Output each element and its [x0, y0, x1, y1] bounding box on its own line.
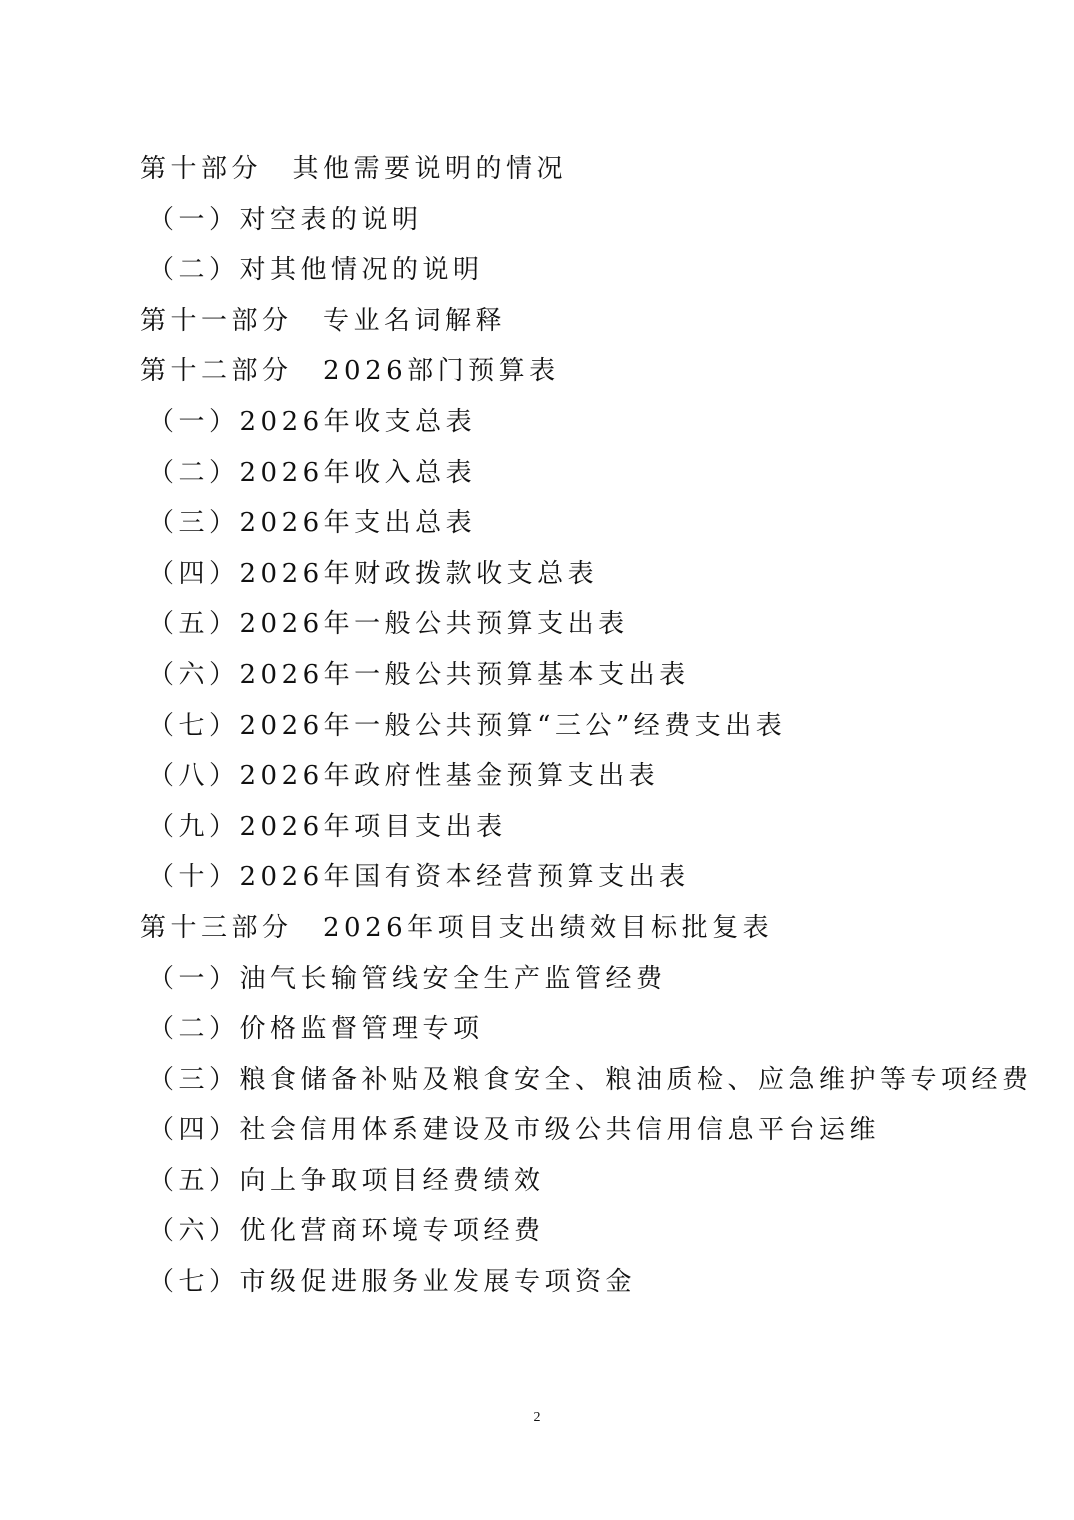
toc-item: （六）优化营商环境专项经费 — [148, 1216, 545, 1247]
toc-section-13: 第十三部分 2026年项目支出绩效目标批复表 — [140, 912, 774, 943]
toc-item: （六）2026年一般公共预算基本支出表 — [148, 659, 690, 690]
page-number: 2 — [533, 1410, 541, 1425]
toc-item: （五）2026年一般公共预算支出表 — [148, 609, 629, 640]
toc-item: （四）社会信用体系建设及市级公共信用信息平台运维 — [148, 1115, 881, 1146]
toc-item: （一）油气长输管线安全生产监管经费 — [148, 963, 667, 994]
toc-item: （一）2026年收支总表 — [148, 406, 477, 437]
toc-item: （三）2026年支出总表 — [148, 508, 477, 539]
toc-item: （四）2026年财政拨款收支总表 — [148, 558, 599, 589]
toc-section-11: 第十一部分 专业名词解释 — [140, 305, 507, 336]
toc-item: （七）市级促进服务业发展专项资金 — [148, 1267, 637, 1298]
toc-section-10: 第十部分 其他需要说明的情况 — [140, 154, 568, 184]
toc-item: （九）2026年项目支出表 — [148, 811, 507, 842]
toc-item: （七）2026年一般公共预算“三公”经费支出表 — [148, 710, 787, 741]
toc-item: （五）向上争取项目经费绩效 — [148, 1165, 545, 1196]
toc-item: （二）对其他情况的说明 — [148, 255, 484, 286]
toc-section-12: 第十二部分 2026部门预算表 — [140, 356, 560, 387]
toc-item: （二）2026年收入总表 — [148, 457, 477, 488]
toc-item: （三）粮食储备补贴及粮食安全、粮油质检、应急维护等专项经费 — [148, 1064, 1033, 1095]
toc-item: （二）价格监督管理专项 — [148, 1014, 484, 1045]
table-of-contents — [140, 147, 1040, 1311]
toc-item: （八）2026年政府性基金预算支出表 — [148, 761, 660, 792]
toc-item: （十）2026年国有资本经营预算支出表 — [148, 862, 690, 893]
toc-item: （一）对空表的说明 — [148, 204, 423, 235]
